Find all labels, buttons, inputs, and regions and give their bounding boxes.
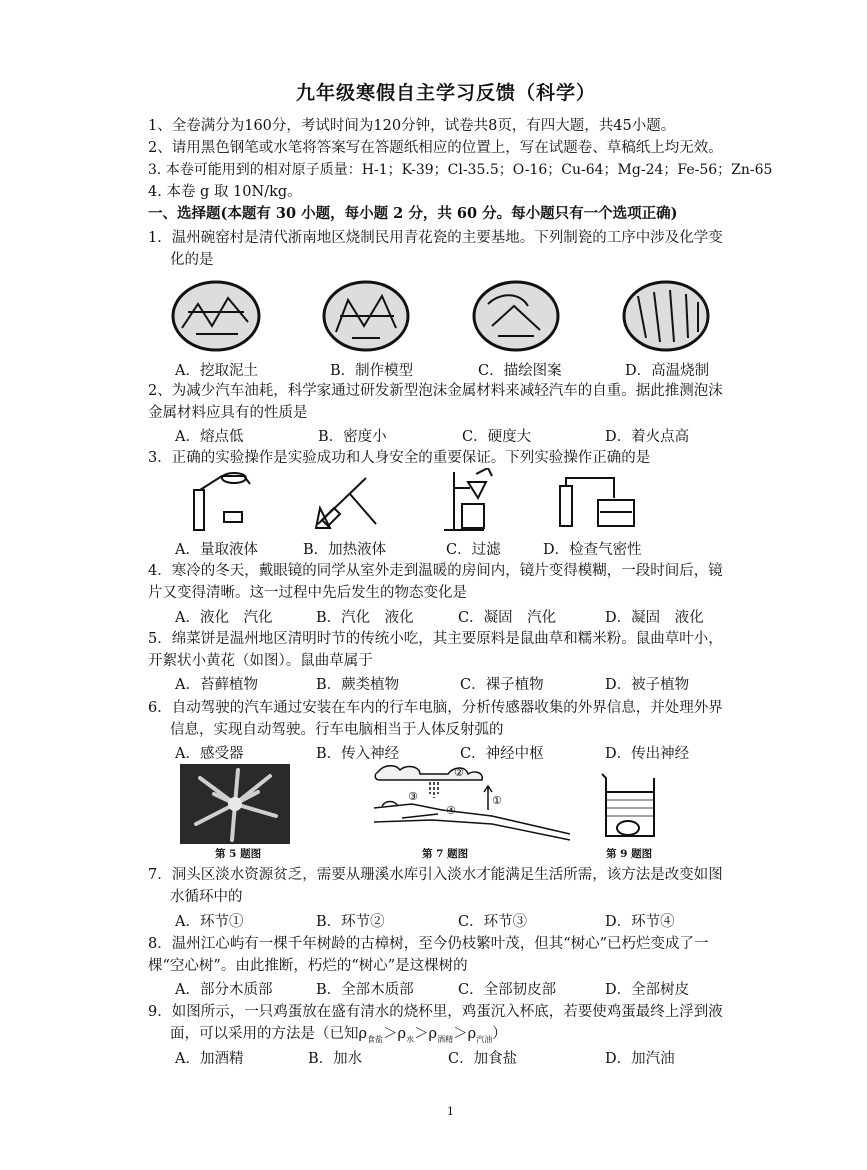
- density-text-2: ＞ρ: [383, 1026, 407, 1042]
- density-sub-alcohol: 酒精: [437, 1034, 454, 1044]
- water-cycle-diagram: [372, 764, 572, 844]
- question-7-option-b: B．环节②: [316, 914, 385, 930]
- question-1-stem: 1．温州碗窑村是清代浙南地区烧制民用青花瓷的主要基地。下列制瓷的工序中涉及化学变: [148, 230, 723, 246]
- filtration-image: [444, 468, 492, 530]
- section-heading: 一、选择题(本题有 30 小题，每小题 2 分，共 60 分。每小题只有一个选项正确): [148, 205, 678, 222]
- question-6-option-a: A．感受器: [175, 746, 244, 762]
- note-2: 2、请用黑色钢笔或水笔将答案写在答题纸相应的位置上，写在试题卷、草稿纸上均无效。: [148, 140, 723, 156]
- page-title: 九年级寒假自主学习反馈（科学）: [296, 82, 597, 104]
- question-8-stem-cont: 棵“空心树”。由此推断，朽烂的“树心”是这棵树的: [148, 958, 468, 974]
- question-9-stem: 9．如图所示，一只鸡蛋放在盛有清水的烧杯里，鸡蛋沉入杯底，若要使鸡蛋最终上浮到液: [148, 1004, 723, 1020]
- question-8-option-a: A．部分木质部: [175, 982, 273, 998]
- figure-7-caption: 第 7 题图: [422, 848, 469, 860]
- density-text-1: 面，可以采用的方法是（已知ρ: [170, 1026, 368, 1042]
- density-sub-gasoline: 汽油: [476, 1034, 493, 1044]
- note-4: 4. 本卷 g 取 10N/kg。: [148, 184, 302, 200]
- question-2-option-a: A．熔点低: [175, 429, 244, 445]
- density-text-5: ）: [492, 1026, 507, 1042]
- question-2-stem-cont: 金属材料应具有的性质是: [148, 405, 308, 421]
- density-sub-salt: 食盐: [367, 1034, 384, 1044]
- page-number: 1: [447, 1105, 454, 1118]
- question-6-option-c: C．神经中枢: [460, 746, 544, 762]
- stage-3-marker: ③: [408, 790, 418, 803]
- airtightness-check-image: [560, 478, 634, 526]
- question-5-option-c: C．裸子植物: [460, 677, 544, 693]
- question-5-option-a: A．苔藓植物: [175, 677, 258, 693]
- question-1-stem-cont: 化的是: [170, 252, 214, 268]
- question-9-option-c: C．加食盐: [448, 1051, 518, 1067]
- question-4-option-d: D．凝固 液化: [605, 610, 704, 626]
- question-3-stem: 3．正确的实验操作是实验成功和人身安全的重要保证。下列实验操作正确的是: [148, 450, 651, 466]
- density-text-3: ＞ρ: [414, 1026, 438, 1042]
- question-7-option-a: A．环节①: [175, 914, 244, 930]
- question-1-option-a: A．挖取泥土: [175, 363, 258, 379]
- question-7-option-d: D．环节④: [605, 914, 675, 930]
- question-6-option-b: B．传入神经: [316, 746, 400, 762]
- question-6-stem: 6．自动驾驶的汽车通过安装在车内的行车电脑，分析传感器收集的外界信息，并处理外界: [148, 700, 723, 716]
- question-7-stem: 7．洞头区淡水资源贫乏，需要从珊溪水库引入淡水才能满足生活所需，该方法是改变如图: [148, 867, 723, 883]
- density-text-4: ＞ρ: [453, 1026, 477, 1042]
- question-9-option-b: B．加水: [308, 1051, 363, 1067]
- question-8-option-b: B．全部木质部: [316, 982, 414, 998]
- heating-liquid-image: [316, 478, 376, 528]
- question-1-option-c: C．描绘图案: [478, 363, 562, 379]
- measuring-liquid-image: [194, 473, 250, 530]
- question-5-stem-cont: 开絮状小黄花（如图）。鼠曲草属于: [148, 653, 373, 669]
- question-4-option-a: A．液化 汽化: [175, 610, 273, 626]
- question-8-option-d: D．全部树皮: [605, 982, 690, 998]
- question-8-stem: 8．温州江心屿有一棵千年树龄的古樟树，至今仍枝繁叶茂，但其“树心”已朽烂变成了一: [148, 936, 709, 952]
- egg-beaker-diagram: [598, 770, 660, 842]
- porcelain-image-c: [474, 282, 558, 350]
- stage-4-marker: ④: [446, 804, 456, 817]
- question-3-option-b: B．加热液体: [303, 542, 387, 558]
- egg-shape: [617, 821, 639, 835]
- question-3-option-a: A．量取液体: [175, 542, 258, 558]
- question-4-stem-cont: 片又变得清晰。这一过程中先后发生的物态变化是: [148, 585, 467, 601]
- question-1-pictures: [168, 276, 748, 358]
- cudweed-photo: [180, 764, 290, 844]
- question-7-stem-cont: 水循环中的: [170, 889, 243, 905]
- question-6-stem-cont: 信息，实现自动驾驶。行车电脑相当于人体反射弧的: [170, 722, 504, 738]
- question-2-option-b: B．密度小: [318, 429, 387, 445]
- question-6-option-d: D．传出神经: [605, 746, 690, 762]
- question-2-option-d: D．着火点高: [605, 429, 690, 445]
- question-3-pictures: [170, 468, 650, 536]
- question-5-option-d: D．被子植物: [605, 677, 690, 693]
- question-5-option-b: B．蕨类植物: [316, 677, 400, 693]
- question-1-option-d: D．高温烧制: [625, 363, 710, 379]
- question-4-stem: 4．寒冷的冬天，戴眼镜的同学从室外走到温暖的房间内，镜片变得模糊，一段时间后，镜: [148, 563, 723, 579]
- question-1-option-b: B．制作模型: [330, 363, 414, 379]
- question-4-option-b: B．汽化 液化: [316, 610, 414, 626]
- question-2-option-c: C．硬度大: [462, 429, 532, 445]
- question-8-option-c: C．全部韧皮部: [458, 982, 557, 998]
- porcelain-image-a: [173, 282, 259, 350]
- note-1: 1、全卷满分为160分，考试时间为120分钟，试卷共8页，有四大题，共45小题。: [148, 118, 676, 134]
- density-sub-water: 水: [406, 1034, 415, 1044]
- question-9-option-a: A．加酒精: [175, 1051, 244, 1067]
- note-3: 3. 本卷可能用到的相对原子质量：H-1；K-39；Cl-35.5；O-16；Cu-64；Mg-24；Fe-56；Zn-65: [148, 162, 773, 178]
- stage-1-marker: ①: [492, 794, 502, 807]
- question-7-option-c: C．环节③: [458, 914, 528, 930]
- question-5-stem: 5．绵菜饼是温州地区清明时节的传统小吃，其主要原料是鼠曲草和糯米粉。鼠曲草叶小，: [148, 631, 723, 647]
- question-2-stem: 2、为减少汽车油耗，科学家通过研发新型泡沫金属材料来减轻汽车的自重。据此推测泡沫: [148, 383, 723, 399]
- question-9-option-d: D．加汽油: [605, 1051, 675, 1067]
- question-4-option-c: C．凝固 汽化: [458, 610, 557, 626]
- figure-9-caption: 第 9 题图: [606, 848, 653, 860]
- stage-2-marker: ②: [454, 766, 464, 779]
- figure-5-caption: 第 5 题图: [215, 848, 262, 860]
- question-3-option-c: C．过滤: [446, 542, 501, 558]
- porcelain-image-d: [624, 282, 708, 350]
- porcelain-image-b: [324, 282, 408, 350]
- question-3-option-d: D．检查气密性: [543, 542, 642, 558]
